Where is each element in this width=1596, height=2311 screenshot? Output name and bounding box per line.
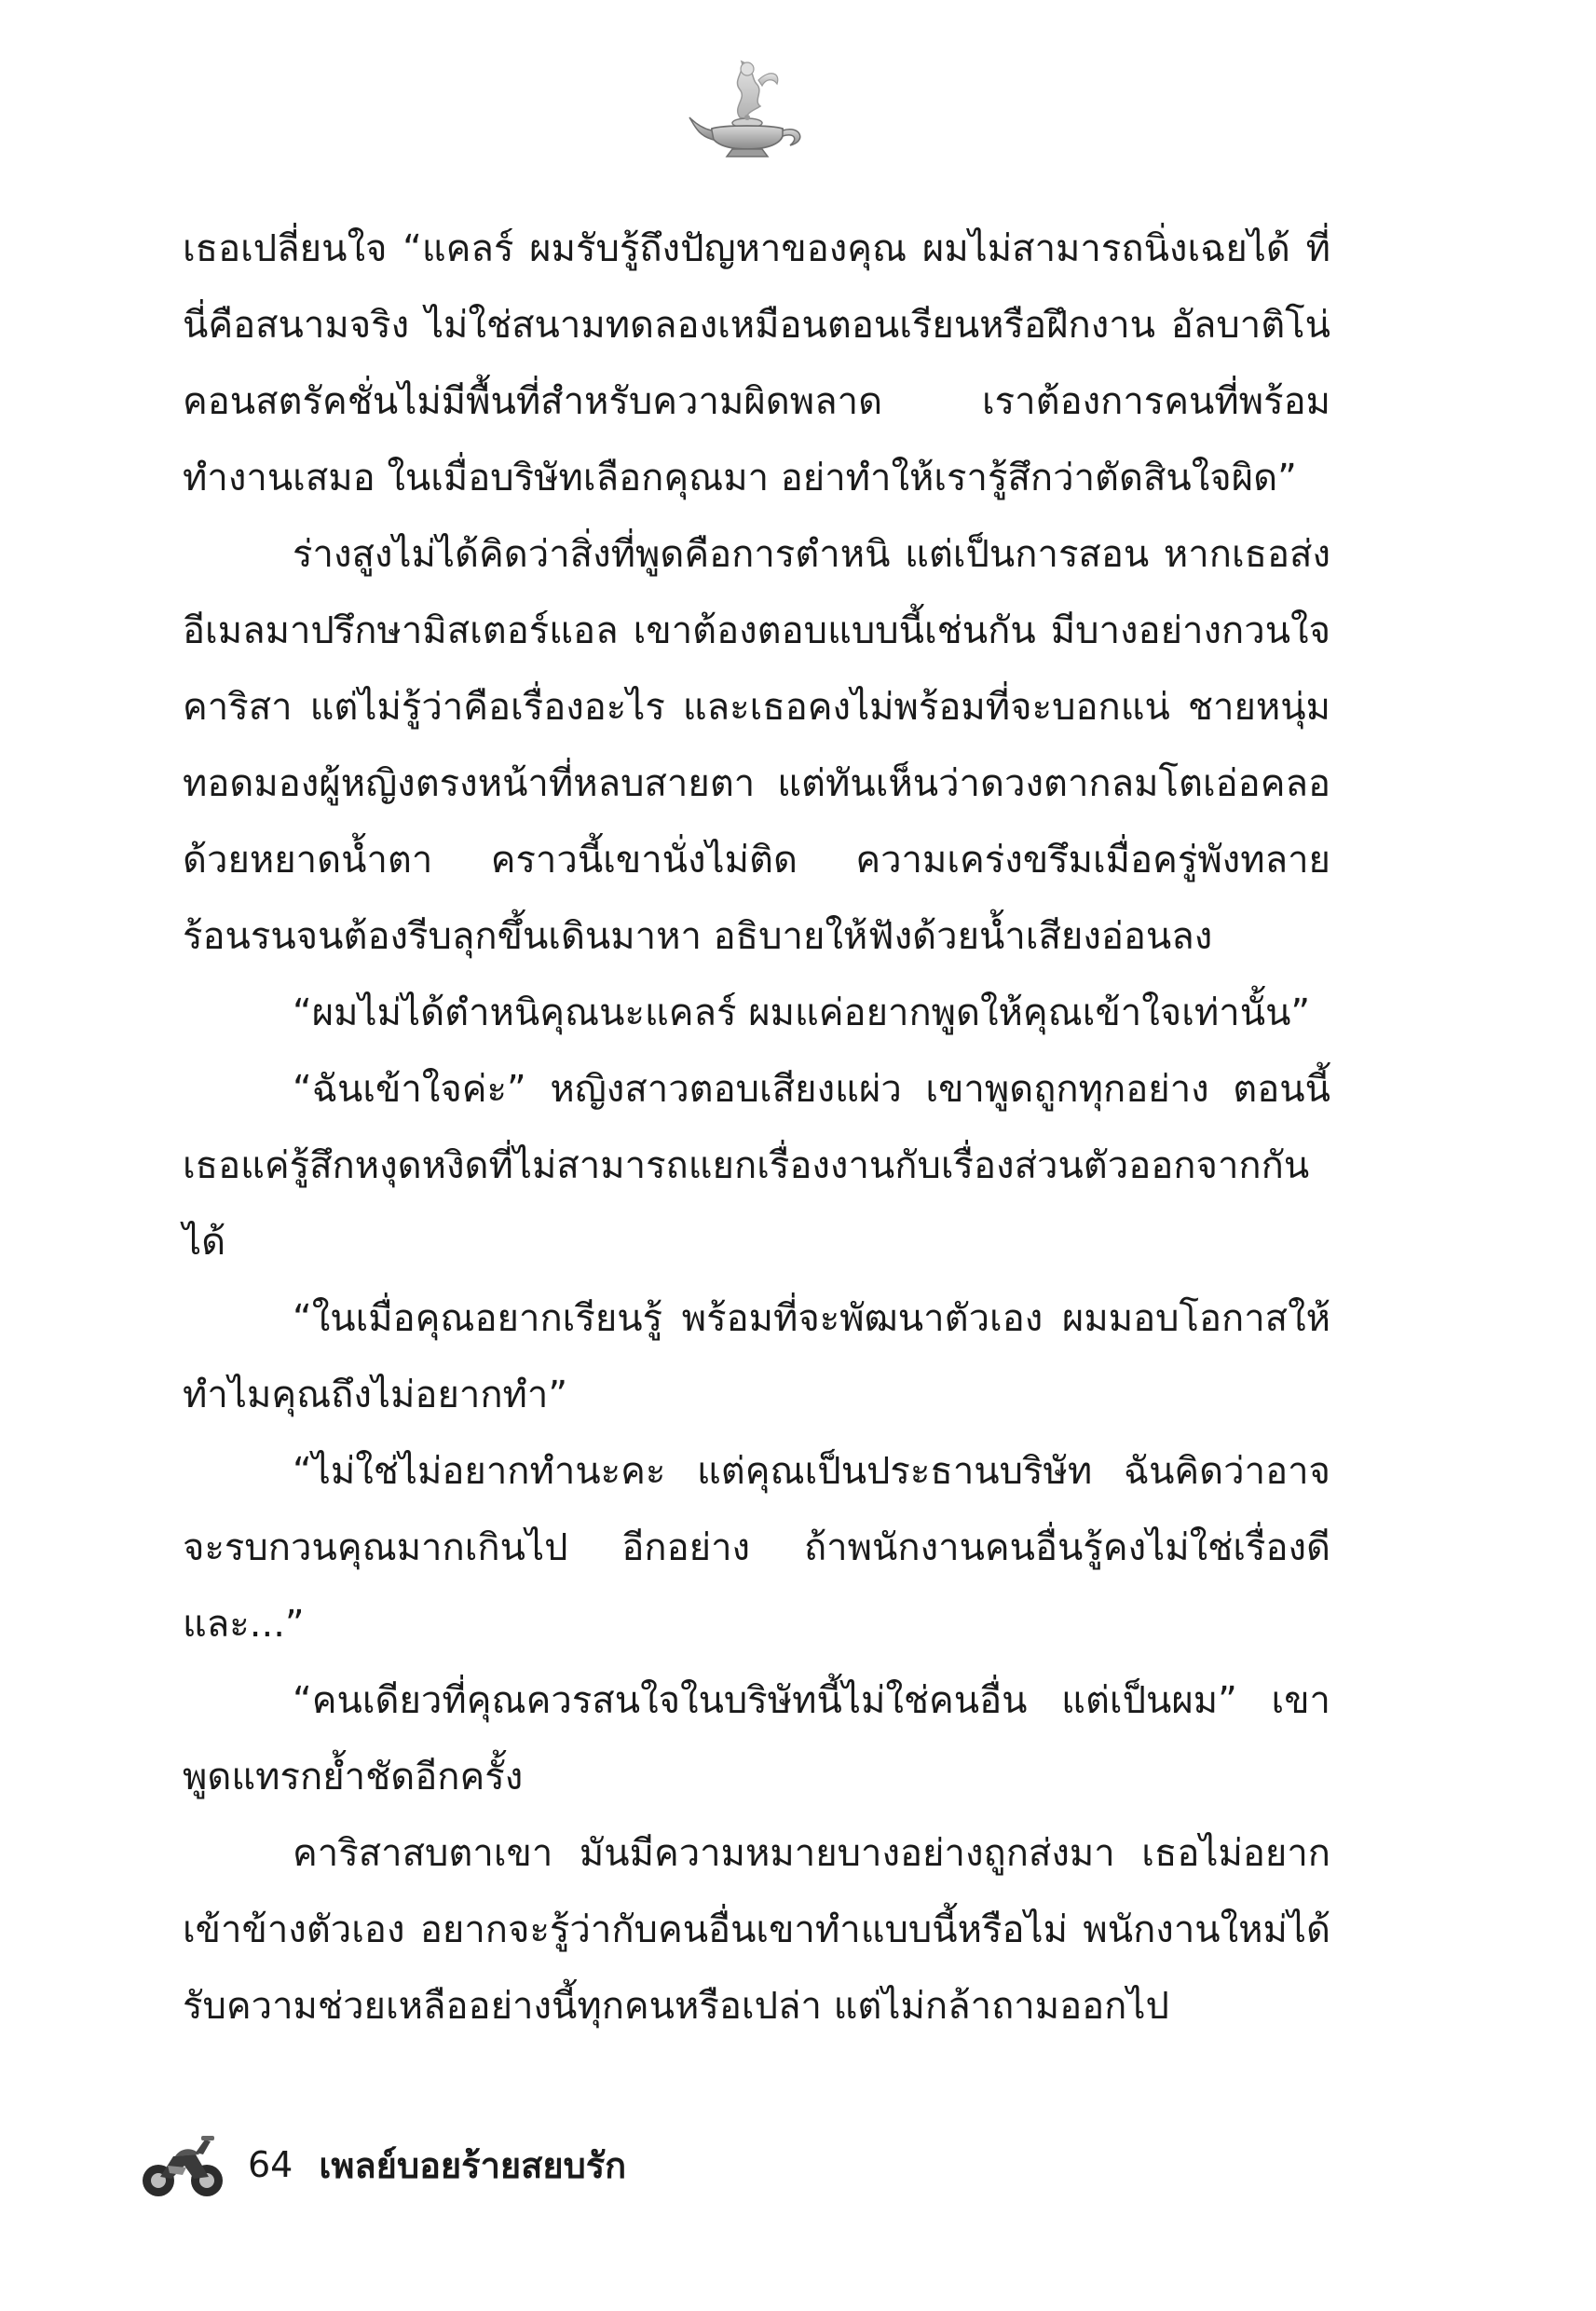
book-title: เพลย์บอยร้ายสยบรัก xyxy=(319,2144,627,2186)
paragraph: “ฉันเข้าใจค่ะ” หญิงสาวตอบเสียงแผ่ว เขาพูดถูกทุกอย่าง ตอนนี้เธอแค่รู้สึกหงุดหงิดที่ไม่สามารถแยกเรื่องงานกับเรื่องส่วนตัวออกจากกันได้ xyxy=(183,1068,1330,1264)
paragraph: ร่างสูงไม่ได้คิดว่าสิ่งที่พูดคือการตำหนิ แต่เป็นการสอน หากเธอส่งอีเมลมาปรึกษามิสเตอร์แอล เขาต้องตอบแบบนี้เช่นกัน มีบางอย่างกวนใจคาริสา แต่ไม่รู้ว่าคือเรื่องอะไร และเธอคงไม่พร้อมที่จะบอกแน่ ชายหนุ่มทอดมองผู้หญิงตรงหน้าที่หลบสายตา แต่ทันเห็นว่าดวงตากลมโตเอ่อคลอด้วยหยาดน้ำตา คราวนี้เขานั่งไม่ติด ความเคร่งขรึมเมื่อครู่พังทลาย ร้อนรนจนต้องรีบลุกขึ้นเดินมาหา อธิบายให้ฟังด้วยน้ำเสียงอ่อนลง xyxy=(183,533,1330,958)
motorcycle-icon xyxy=(140,2128,225,2201)
paragraph: คาริสาสบตาเขา มันมีความหมายบางอย่างถูกส่งมา เธอไม่อยากเข้าข้างตัวเอง อยากจะรู้ว่ากับคนอื่นเขาทำแบบนี้หรือไม่ พนักงานใหม่ได้รับความช่วยเหลืออย่างนี้ทุกคนหรือเปล่า แต่ไม่กล้าถามออกไป xyxy=(183,1832,1330,2028)
paragraph: “ไม่ใช่ไม่อยากทำนะคะ แต่คุณเป็นประธานบริษัท ฉันคิดว่าอาจจะรบกวนคุณมากเกินไป อีกอย่าง ถ้าพนักงานคนอื่นรู้คงไม่ใช่เรื่องดี และ...” xyxy=(183,1450,1330,1646)
paragraph: “ผมไม่ได้ตำหนิคุณนะแคลร์ ผมแค่อยากพูดให้คุณเข้าใจเท่านั้น” xyxy=(293,991,1311,1034)
page-text xyxy=(183,211,1330,2044)
page-number: 64 xyxy=(248,2144,293,2185)
paragraph: “คนเดียวที่คุณควรสนใจในบริษัทนี้ไม่ใช่คนอื่น แต่เป็นผม” เขาพูดแทรกย้ำชัดอีกครั้ง xyxy=(183,1679,1330,1798)
paragraph: “ในเมื่อคุณอยากเรียนรู้ พร้อมที่จะพัฒนาตัวเอง ผมมอบโอกาสให้ ทำไมคุณถึงไม่อยากทำ” xyxy=(183,1297,1330,1416)
page-footer xyxy=(140,2123,626,2207)
paragraph: เธอเปลี่ยนใจ “แคลร์ ผมรับรู้ถึงปัญหาของคุณ ผมไม่สามารถนิ่งเฉยได้ ที่นี่คือสนามจริง ไม่ใช่สนามทดลองเหมือนตอนเรียนหรือฝึกงาน อัลบาติโน่คอนสตรัคชั่นไม่มีพื้นที่สำหรับความผิดพลาด เราต้องการคนที่พร้อมทำงานเสมอ ในเมื่อบริษัทเลือกคุณมา อย่าทำให้เรารู้สึกว่าตัดสินใจผิด” xyxy=(183,227,1330,499)
magic-lamp-icon xyxy=(686,52,816,164)
